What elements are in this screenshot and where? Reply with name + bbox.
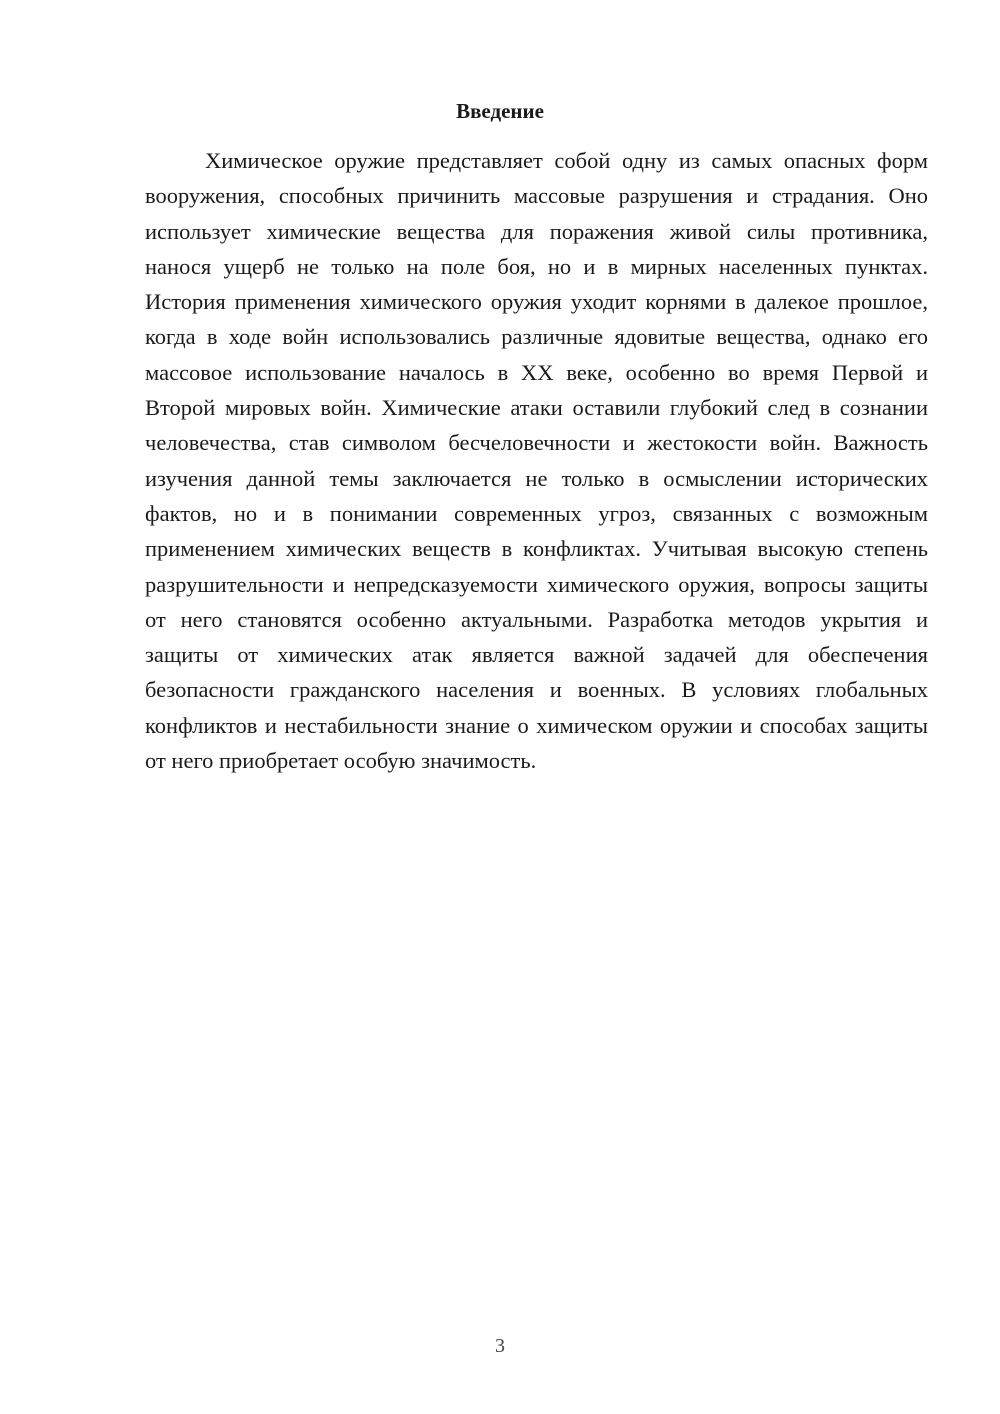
intro-paragraph: Химическое оружие представляет собой одну из самых опасных форм вооружения, способных причинить массовые разрушения и страдания. Оно использует химические вещества для поражения живой силы противника, нанося ущерб не только на поле боя, но и в мирных населенных пунктах. История применения химического оружия уходит корнями в далекое прошлое, когда в ходе войн использовались различные ядовитые вещества, однако его массовое использование началось в XX веке, особенно во время Первой и Второй мировых войн. Химические атаки оставили глубокий след в сознании человечества, став символом бесчеловечности и жестокости войн. Важность изучения данной темы заключается не только в осмыслении исторических фактов, но и в понимании современных угроз, связанных с возможным применением химических веществ в конфликтах. Учитывая высокую степень разрушительности и непредсказуемости химического оружия, вопросы защиты от него становятся особенно актуальными. Разработка методов укрытия и защиты от химических атак является важной задачей для обеспечения безопасности гражданского населения и военных. В условиях глобальных конфликтов и нестабильности знание о химическом оружии и способах защиты от него приобретает особую значимость. xyxy=(145,148,928,774)
section-title: Введение xyxy=(456,99,544,123)
page-number: 3 xyxy=(495,1335,505,1357)
